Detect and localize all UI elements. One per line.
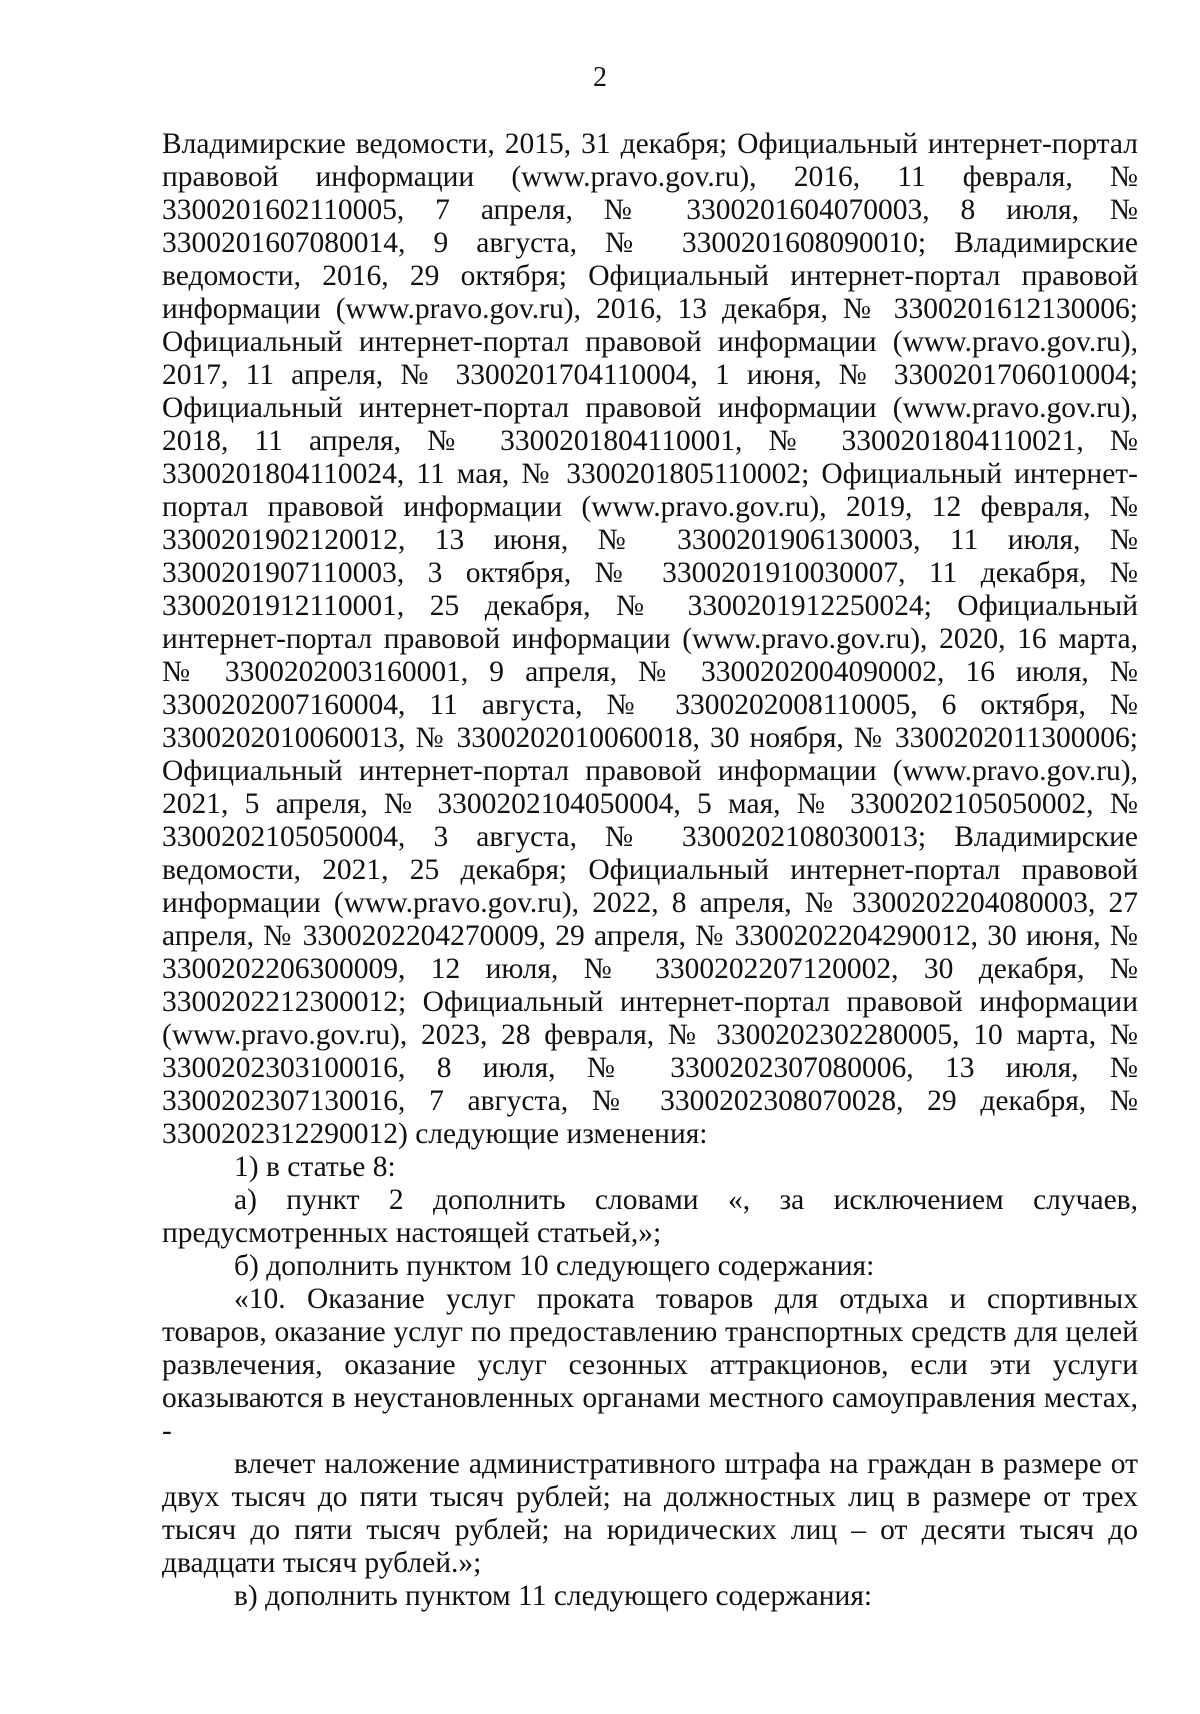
paragraph-article-8: 1) в статье 8: <box>234 1151 396 1183</box>
paragraph-subitem-a: а) пункт 2 дополнить словами «, за исключением случаев, предусмотренных настоящей статьей,»; <box>162 1184 1138 1249</box>
paragraph-subitem-b: б) дополнить пунктом 10 следующего содержания: <box>234 1250 875 1282</box>
paragraph-penalty: влечет наложение административного штрафа на граждан в размере от двух тысяч до пяти тысяч рублей; на должностных лиц в размере от трех тысяч до пяти тысяч рублей; на юридических лиц – от десяти тысяч до двадцати тысяч рублей.»; <box>162 1448 1138 1579</box>
page-number: 2 <box>593 62 607 93</box>
paragraph-publication-list: Владимирские ведомости, 2015, 31 декабря; Официальный интернет-портал правовой информации (www.pravo.gov.ru), 2016, 11 февраля, № 3300201602110005, 7 апреля, № 3300201604070003, 8 июля, № 3300201607080014, 9 августа, № 3300201608090010; Владимирские ведомости, 2016, 29 октября; Официальный интернет-портал правовой информации (www.pravo.gov.ru), 2016, 13 декабря, № 3300201612130006; Официальный интернет-портал правовой информации (www.pravo.gov.ru), 2017, 11 апреля, № 3300201704110004, 1 июня, № 3300201706010004; Официальный интернет-портал правовой информации (www.pravo.gov.ru), 2018, 11 апреля, № 3300201804110001, № 3300201804110021, № 3300201804110024, 11 мая, № 3300201805110002; Официальный интернет-портал правовой информации (www.pravo.gov.ru), 2019, 12 февраля, № 3300201902120012, 13 июня, № 3300201906130003, 11 июля, № 3300201907110003, 3 октября, № 3300201910030007, 11 декабря, № 3300201912110001, 25 декабря, № 3300201912250024; Официальный интернет-портал правовой информации (www.pravo.gov.ru), 2020, 16 марта, № 3300202003160001, 9 апреля, № 3300202004090002, 16 июля, № 3300202007160004, 11 августа, № 3300202008110005, 6 октября, № 3300202010060013, № 3300202010060018, 30 ноября, № 3300202011300006; Официальный интернет-портал правовой информации (www.pravo.gov.ru), 2021, 5 апреля, № 3300202104050004, 5 мая, № 3300202105050002, № 3300202105050004, 3 августа, № 3300202108030013; Владимирские ведомости, 2021, 25 декабря; Официальный интернет-портал правовой информации (www.pravo.gov.ru), 2022, 8 апреля, № 3300202204080003, 27 апреля, № 3300202204270009, 29 апреля, № 3300202204290012, 30 июня, № 3300202206300009, 12 июля, № 3300202207120002, 30 декабря, № 3300202212300012; Официальный интернет-портал правовой информации (www.pravo.gov.ru), 2023, 28 февраля, № 3300202302280005, 10 марта, № 3300202303100016, 8 июля, № 3300202307080006, 13 июля, № 3300202307130016, 7 августа, № 3300202308070028, 29 декабря, № 3300202312290012) следующие изменения: <box>162 128 1138 1150</box>
document-body <box>162 128 1138 1613</box>
paragraph-point-10: «10. Оказание услуг проката товаров для отдыха и спортивных товаров, оказание услуг по предоставлению транспортных средств для целей развлечения, оказание услуг сезонных аттракционов, если эти услуги оказываются в неустановленных органами местного самоуправления местах, - <box>162 1283 1138 1447</box>
paragraph-subitem-v: в) дополнить пунктом 11 следующего содержания: <box>234 1580 873 1612</box>
